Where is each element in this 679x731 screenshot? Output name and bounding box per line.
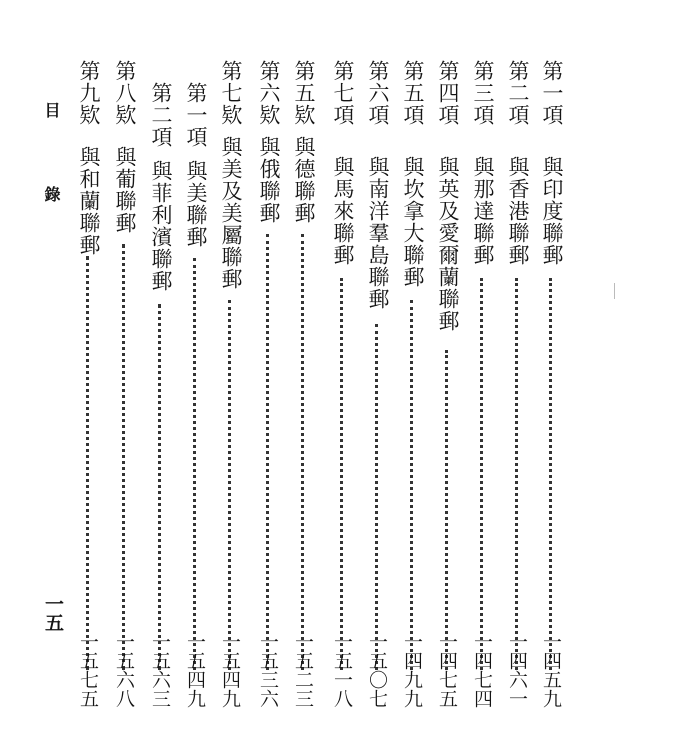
dot-leader: [86, 256, 89, 670]
entry-page-number: 一四六一: [506, 632, 528, 708]
dot-leader: [228, 300, 231, 670]
dot-leader: [266, 234, 269, 670]
entry-label: 第四項: [436, 60, 460, 126]
toc-entry: [501, 60, 535, 708]
dot-leader: [193, 258, 196, 670]
running-head-char: 目: [42, 102, 61, 118]
toc-entry: [326, 60, 360, 708]
entry-title: 與菲利濱聯郵: [149, 160, 173, 292]
entry-label: 第七欵: [219, 60, 243, 126]
entry-page-number: 一五四九: [219, 632, 241, 708]
entry-title: 與和蘭聯郵: [77, 146, 101, 256]
page-folio: 一五: [42, 594, 64, 632]
dot-leader: [301, 234, 304, 670]
entry-title: 與德聯郵: [292, 136, 316, 224]
entry-page-number: 一四七四: [471, 632, 493, 708]
dot-leader: [122, 244, 125, 670]
toc-entry: [431, 60, 465, 708]
toc-entry: [287, 60, 321, 708]
entry-label: 第九欵: [77, 60, 101, 126]
entry-label: 第八欵: [113, 60, 137, 126]
entry-page-number: 一五二三: [292, 632, 314, 708]
entry-label: 第三項: [471, 60, 495, 126]
entry-title: 與英及愛爾蘭聯郵: [436, 156, 460, 332]
toc-entry: [144, 82, 178, 708]
entry-page-number: 一四九九: [401, 632, 423, 708]
entry-title: 與香港聯郵: [506, 156, 530, 266]
running-head-char: 錄: [42, 186, 61, 202]
entry-page-number: 一五〇七: [366, 632, 388, 708]
toc-entry: [466, 60, 500, 708]
toc-entry: [396, 60, 430, 708]
entry-title: 與俄聯郵: [257, 136, 281, 224]
toc-entry: [361, 60, 395, 708]
dot-leader: [410, 300, 413, 670]
toc-entry: [214, 60, 248, 708]
entry-title: 與美及美屬聯郵: [219, 136, 243, 290]
entry-page-number: 一五七五: [77, 632, 99, 708]
toc-entry: [108, 60, 142, 708]
entry-label: 第一項: [540, 60, 564, 126]
entry-title: 與美聯郵: [184, 160, 208, 248]
toc-entry: [252, 60, 286, 708]
entry-page-number: 一五六八: [113, 632, 135, 708]
entry-label: 第二項: [506, 60, 530, 126]
running-head: [36, 102, 66, 222]
entry-title: 與印度聯郵: [540, 156, 564, 266]
entry-page-number: 一四五九: [540, 632, 562, 708]
dot-leader: [515, 278, 518, 670]
scan-mark: [614, 283, 615, 299]
dot-leader: [340, 278, 343, 670]
dot-leader: [375, 324, 378, 670]
toc-entry: [535, 60, 569, 708]
entry-label: 第六欵: [257, 60, 281, 126]
dot-leader: [549, 278, 552, 670]
entry-label: 第一項: [184, 82, 208, 148]
dot-leader: [480, 278, 483, 670]
entry-page-number: 一四七五: [436, 632, 458, 708]
entry-label: 第六項: [366, 60, 390, 126]
entry-page-number: 一五一八: [331, 632, 353, 708]
dot-leader: [158, 304, 161, 670]
entry-title: 與坎拿大聯郵: [401, 156, 425, 288]
entry-title: 與南洋羣島聯郵: [366, 156, 390, 310]
entry-title: 與葡聯郵: [113, 146, 137, 234]
entry-label: 第五欵: [292, 60, 316, 126]
toc-entry: [179, 82, 213, 708]
dot-leader: [445, 350, 448, 670]
entry-label: 第二項: [149, 82, 173, 148]
entry-page-number: 一五六三: [149, 632, 171, 708]
entry-title: 與那達聯郵: [471, 156, 495, 266]
toc-entry: [72, 60, 106, 708]
entry-label: 第七項: [331, 60, 355, 126]
entry-page-number: 一五三六: [257, 632, 279, 708]
entry-title: 與馬來聯郵: [331, 156, 355, 266]
entry-page-number: 一五四九: [184, 632, 206, 708]
entry-label: 第五項: [401, 60, 425, 126]
